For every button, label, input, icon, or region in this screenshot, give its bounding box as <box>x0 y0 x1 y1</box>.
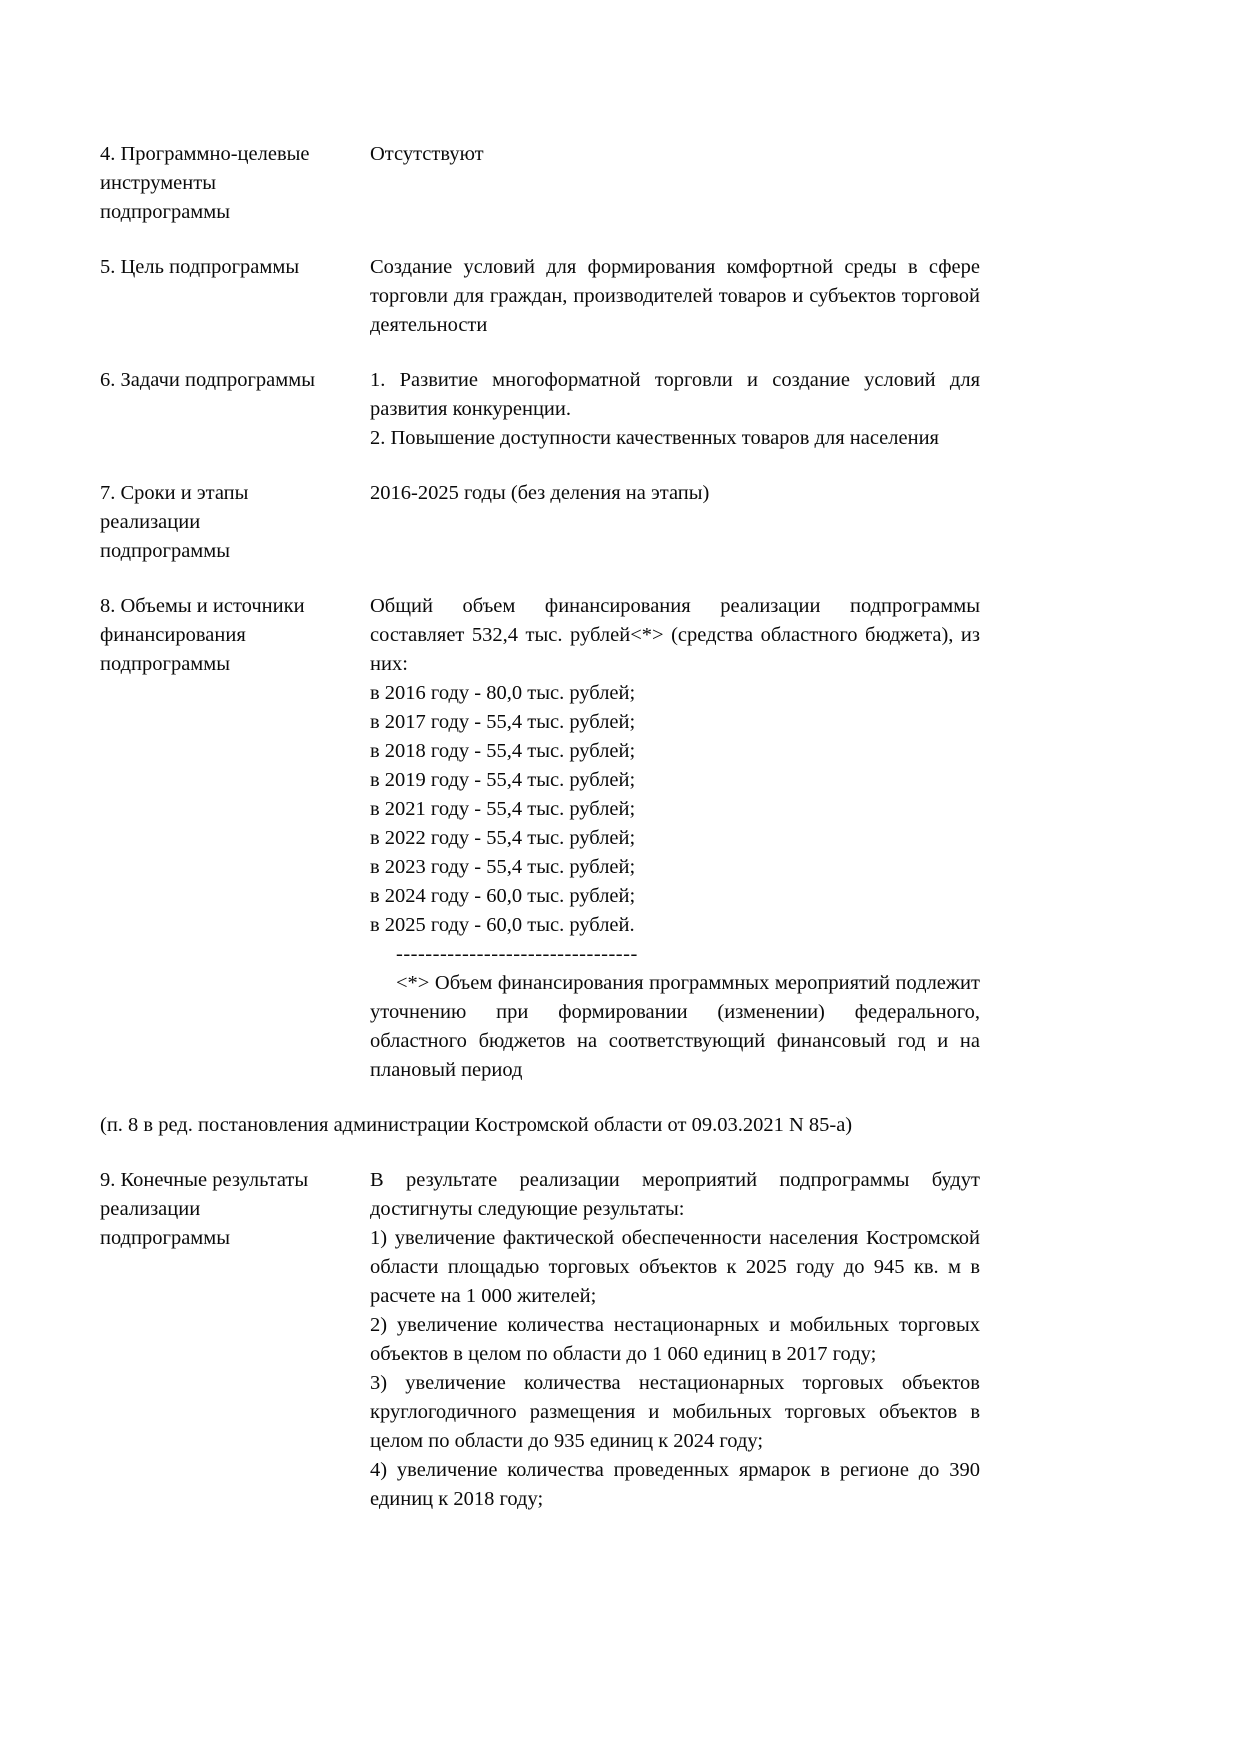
label-line: реализации <box>100 511 201 533</box>
label-line: подпрограммы <box>100 653 231 675</box>
value-paragraph: 4) увеличение количества проведенных ярмарок в регионе до 390 единиц к 2018 году; <box>370 1459 980 1510</box>
value-paragraph: 1. Развитие многоформатной торговли и создание условий для развития конкуренции. <box>370 369 980 420</box>
passport-row <box>100 253 980 340</box>
amendment-citation: (п. 8 в ред. постановления администрации Костромской области от 09.03.2021 N 85-а) <box>100 1114 853 1136</box>
value-paragraph: В результате реализации мероприятий подпрограммы будут достигнуты следующие результаты: <box>370 1169 980 1220</box>
passport-row <box>100 479 980 566</box>
passport-row-label <box>100 1166 370 1253</box>
label-line: 7. Сроки и этапы <box>100 482 249 504</box>
funding-year-line: в 2019 году - 55,4 тыс. рублей; <box>370 769 636 791</box>
document-body <box>100 140 980 1514</box>
passport-row-label <box>100 366 370 395</box>
passport-row-label <box>100 140 370 227</box>
label-line: 9. Конечные результаты <box>100 1169 309 1191</box>
value-paragraph: 2. Повышение доступности качественных товаров для населения <box>370 427 939 449</box>
label-line: подпрограммы <box>100 201 231 223</box>
funding-year-line: в 2018 году - 55,4 тыс. рублей; <box>370 740 636 762</box>
funding-year-line: в 2017 году - 55,4 тыс. рублей; <box>370 711 636 733</box>
value-paragraph: 3) увеличение количества нестационарных торговых объектов круглогодичного размещения и мобильных торговых объектов в целом по области до 935 единиц к 2024 году; <box>370 1372 980 1452</box>
passport-row-value <box>370 253 980 340</box>
passport-row-value <box>370 592 980 1085</box>
value-paragraph: Общий объем финансирования реализации подпрограммы составляет 532,4 тыс. рублей<*> (средства областного бюджета), из них: <box>370 595 980 675</box>
value-paragraph: Отсутствуют <box>370 143 484 165</box>
value-paragraph: 2016-2025 годы (без деления на этапы) <box>370 482 710 504</box>
label-line: 4. Программно-целевые <box>100 143 310 165</box>
label-line: реализации <box>100 1198 201 1220</box>
funding-year-line: в 2016 году - 80,0 тыс. рублей; <box>370 682 636 704</box>
funding-year-line: в 2023 году - 55,4 тыс. рублей; <box>370 856 636 878</box>
value-paragraph: 1) увеличение фактической обеспеченности населения Костромской области площадью торговых объектов к 2025 году до 945 кв. м в расчете на 1 000 жителей; <box>370 1227 980 1307</box>
passport-row <box>100 366 980 453</box>
passport-row-value <box>370 1166 980 1514</box>
passport-row-label <box>100 592 370 679</box>
label-line: подпрограммы <box>100 1227 231 1249</box>
funding-year-line: в 2025 году - 60,0 тыс. рублей. <box>370 914 635 936</box>
funding-year-line: в 2024 году - 60,0 тыс. рублей; <box>370 885 636 907</box>
passport-row <box>100 140 980 227</box>
label-line: инструменты <box>100 172 216 194</box>
passport-row-value <box>370 366 980 453</box>
label-line: 5. Цель подпрограммы <box>100 256 300 278</box>
passport-row <box>100 592 980 1085</box>
label-line: 8. Объемы и источники <box>100 595 305 617</box>
label-line: подпрограммы <box>100 540 231 562</box>
value-paragraph: Создание условий для формирования комфортной среды в сфере торговли для граждан, производителей товаров и субъектов торговой деятельности <box>370 256 980 336</box>
funding-year-line: в 2022 году - 55,4 тыс. рублей; <box>370 827 636 849</box>
passport-row-value <box>370 140 980 169</box>
passport-row-value <box>370 479 980 508</box>
funding-year-line: в 2021 году - 55,4 тыс. рублей; <box>370 798 636 820</box>
passport-row <box>100 1166 980 1514</box>
label-line: финансирования <box>100 624 246 646</box>
footnote-separator: --------------------------------- <box>396 943 638 965</box>
value-paragraph: 2) увеличение количества нестационарных и мобильных торговых объектов в целом по области до 1 060 единиц в 2017 году; <box>370 1314 980 1365</box>
passport-row-label <box>100 253 370 282</box>
footnote-text: <*> Объем финансирования программных мероприятий подлежит уточнению при формировании (изменении) федерального, областного бюджетов на соответствующий финансовый год и на плановый период <box>370 972 980 1081</box>
label-line: 6. Задачи подпрограммы <box>100 369 315 391</box>
passport-row-label <box>100 479 370 566</box>
